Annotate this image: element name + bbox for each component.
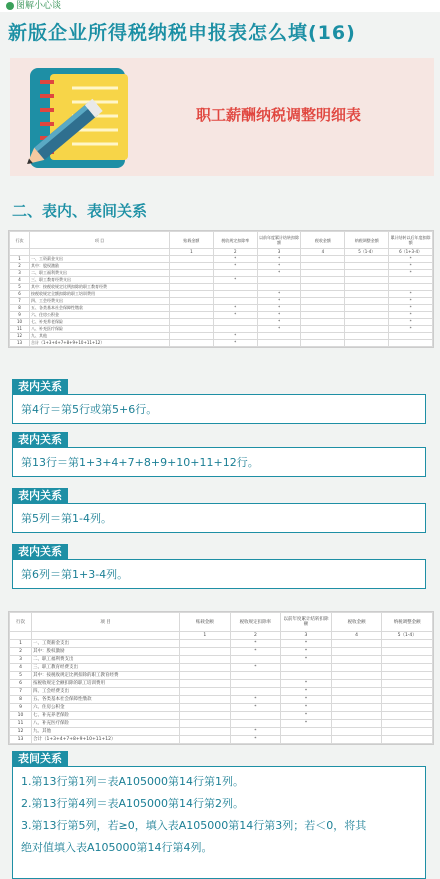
table-cell: 12 [10, 333, 30, 340]
table-cell [382, 648, 433, 656]
table-index-row [10, 249, 433, 256]
table-cell [301, 270, 345, 277]
header-cell: 账载金额 [180, 613, 231, 632]
table-cell: 三、职工教育经费支出 [30, 277, 170, 284]
column-index-cell: 1 [170, 249, 214, 256]
table-cell [301, 256, 345, 263]
table-cell: * [230, 648, 281, 656]
relation-box-2 [12, 447, 426, 477]
table-cell: * [389, 263, 433, 270]
table-cell [170, 284, 214, 291]
table-cell [345, 319, 389, 326]
table-cell [331, 704, 382, 712]
table-cell [382, 720, 433, 728]
table-cell [345, 312, 389, 319]
table-cell [331, 720, 382, 728]
table-cell [213, 298, 257, 305]
table-cell [170, 326, 214, 333]
table-row [10, 664, 433, 672]
top-bar [0, 0, 440, 12]
table-cell [230, 712, 281, 720]
table-cell [180, 640, 231, 648]
table-cell [257, 340, 301, 347]
table-cell: * [281, 640, 332, 648]
table-cell [230, 720, 281, 728]
table-cell [382, 712, 433, 720]
header-cell: 行次 [10, 613, 32, 632]
table-cell [170, 340, 214, 347]
table-cell: 2 [10, 263, 30, 270]
notebook-pencil-icon [10, 58, 150, 176]
table-cell: * [281, 696, 332, 704]
table-cell [345, 298, 389, 305]
column-index-cell: 2 [213, 249, 257, 256]
table-cell [180, 704, 231, 712]
table-cell: * [257, 263, 301, 270]
table-cell: * [257, 291, 301, 298]
relation-tag-3: 表内关系 [12, 488, 68, 503]
table-row [10, 640, 433, 648]
table-cell [213, 319, 257, 326]
table-cell: * [230, 640, 281, 648]
table-cell: * [213, 333, 257, 340]
table-cell: 6 [10, 291, 30, 298]
table-cell: 八、补充医疗保险 [30, 326, 170, 333]
table-row [10, 305, 433, 312]
table-cell: * [281, 648, 332, 656]
column-index-cell [32, 632, 180, 640]
table-cell [345, 333, 389, 340]
table-cell [331, 680, 382, 688]
table-cell: * [281, 712, 332, 720]
table-cell [180, 712, 231, 720]
table-cell: 10 [10, 712, 32, 720]
table-cell: * [213, 263, 257, 270]
relation-text-4: 第6列＝第1+3-4列。 [21, 568, 129, 581]
table-cell: 九、其他 [30, 333, 170, 340]
table-row [10, 333, 433, 340]
table-cell [389, 340, 433, 347]
table-cell: 其中：股权激励 [32, 648, 180, 656]
table-cell: * [389, 298, 433, 305]
table-cell [170, 291, 214, 298]
table-cell [382, 704, 433, 712]
table-cell: * [213, 305, 257, 312]
table-cell: * [230, 696, 281, 704]
table-cell [301, 333, 345, 340]
table-cell [345, 277, 389, 284]
table-cell [213, 291, 257, 298]
inter-relation-line-4: 绝对值填入表A105000第14行第4列。 [21, 841, 213, 854]
table-cell: 6 [10, 680, 32, 688]
table-cell: * [257, 305, 301, 312]
table-cell [301, 291, 345, 298]
table-cell [213, 284, 257, 291]
table-cell [345, 291, 389, 298]
table-cell: * [257, 270, 301, 277]
table-row [10, 704, 433, 712]
table-cell [230, 672, 281, 680]
table-cell: * [389, 256, 433, 263]
table-cell [389, 284, 433, 291]
table-cell: * [213, 312, 257, 319]
table-cell: 1 [10, 640, 32, 648]
table-cell [382, 672, 433, 680]
table-row [10, 340, 433, 347]
logo-text: 图解小心谈 [16, 1, 62, 11]
table-cell [301, 263, 345, 270]
table-cell: * [230, 664, 281, 672]
table-cell [170, 270, 214, 277]
column-index-cell: 4 [301, 249, 345, 256]
relation-box-3 [12, 503, 426, 533]
table-cell [230, 656, 281, 664]
table-cell: 九、其他 [32, 728, 180, 736]
table-1 [8, 230, 434, 348]
table-cell: 合计（1+3+4+7+8+9+10+11+12） [30, 340, 170, 347]
table-row [10, 696, 433, 704]
table-cell: * [389, 319, 433, 326]
table-cell: 二、职工福利费支出 [30, 270, 170, 277]
page-title: 新版企业所得税纳税申报表怎么填(16) [8, 22, 356, 44]
table-cell: 2 [10, 648, 32, 656]
table-cell: * [213, 256, 257, 263]
table-cell [170, 277, 214, 284]
table-cell [331, 712, 382, 720]
relation-tag-1: 表内关系 [12, 379, 68, 394]
header-cell: 以前年度累计结转扣除额 [257, 232, 301, 249]
header-cell: 累计结转以后年度扣除额 [389, 232, 433, 249]
column-index-cell [30, 249, 170, 256]
table-cell: 3 [10, 656, 32, 664]
header-cell: 税收规定扣除率 [230, 613, 281, 632]
table-cell [389, 333, 433, 340]
table-cell: 七、补充养老保险 [30, 319, 170, 326]
table-2 [8, 611, 434, 745]
table-cell: * [389, 270, 433, 277]
table-cell: 五、各类基本社会保障性缴款 [32, 696, 180, 704]
table-row [10, 319, 433, 326]
table-row [10, 263, 433, 270]
header-cell: 税收规定扣除率 [213, 232, 257, 249]
table-cell [170, 256, 214, 263]
site-logo [6, 0, 61, 11]
table-cell: 1 [10, 256, 30, 263]
table-cell [180, 736, 231, 744]
column-index-cell: 2 [230, 632, 281, 640]
table-cell: 合计（1+3+4+7+8+9+10+11+12） [32, 736, 180, 744]
table-cell [382, 656, 433, 664]
table-row [10, 736, 433, 744]
table-cell [230, 688, 281, 696]
header-cell: 项 目 [30, 232, 170, 249]
table-cell: 11 [10, 326, 30, 333]
table-cell [301, 277, 345, 284]
table-cell [180, 672, 231, 680]
table-cell [180, 728, 231, 736]
table-row [10, 326, 433, 333]
table-row [10, 720, 433, 728]
table-cell: 一、工资薪金支出 [32, 640, 180, 648]
column-index-cell: 5（1-4） [382, 632, 433, 640]
table-cell: * [257, 326, 301, 333]
table-cell: * [389, 305, 433, 312]
table-cell: 五、各类基本社会保障性缴款 [30, 305, 170, 312]
table-row [10, 680, 433, 688]
table-row [10, 728, 433, 736]
inter-relation-line-2: 2.第13行第4列＝表A105000第14行第2列。 [21, 797, 245, 810]
header-cell: 纳税调整金额 [345, 232, 389, 249]
table-cell: 四、工会经费支出 [30, 298, 170, 305]
table-cell [382, 728, 433, 736]
table-cell [230, 680, 281, 688]
table-cell [180, 656, 231, 664]
table-cell: 其中：股权激励 [30, 263, 170, 270]
table-cell [345, 263, 389, 270]
relation-tag-4: 表内关系 [12, 544, 68, 559]
relation-tag-2: 表内关系 [12, 432, 68, 447]
table-cell: 七、补充养老保险 [32, 712, 180, 720]
table-cell: 5 [10, 284, 30, 291]
table-cell [170, 319, 214, 326]
table-header-row [10, 613, 433, 632]
table-cell [170, 312, 214, 319]
table-cell [281, 728, 332, 736]
table-cell [331, 648, 382, 656]
inter-relation-box [12, 766, 426, 879]
column-index-cell [10, 249, 30, 256]
table-cell [301, 319, 345, 326]
table-cell [382, 696, 433, 704]
table-cell [301, 312, 345, 319]
table-cell: 二、职工福利费支出 [32, 656, 180, 664]
table-cell: * [389, 326, 433, 333]
relation-text-1: 第4行＝第5行或第5+6行。 [21, 403, 158, 416]
table-cell [257, 277, 301, 284]
table-cell [281, 672, 332, 680]
column-index-cell: 5（1-4） [345, 249, 389, 256]
table-cell: 一、工资薪金支出 [30, 256, 170, 263]
table-cell [382, 640, 433, 648]
table-cell: 13 [10, 340, 30, 347]
table-cell: * [281, 656, 332, 664]
table-row [10, 656, 433, 664]
table-cell [345, 340, 389, 347]
table-row [10, 298, 433, 305]
relation-box-1 [12, 394, 426, 424]
table-header-row [10, 232, 433, 249]
table-cell: * [257, 312, 301, 319]
table-cell [213, 270, 257, 277]
table-cell [382, 680, 433, 688]
table-cell: 4 [10, 664, 32, 672]
table-cell: * [281, 720, 332, 728]
table-cell: 9 [10, 704, 32, 712]
relation-text-3: 第5列＝第1-4列。 [21, 512, 112, 525]
table-cell: * [213, 340, 257, 347]
table-cell [180, 696, 231, 704]
table-cell: 7 [10, 298, 30, 305]
table-cell: 三、职工教育经费支出 [32, 664, 180, 672]
table-index-row [10, 632, 433, 640]
table-cell [257, 284, 301, 291]
table-cell: * [281, 688, 332, 696]
table-cell: 9 [10, 312, 30, 319]
table-cell: 4 [10, 277, 30, 284]
table-cell: 按税收规定全额扣除的职工培训费用 [30, 291, 170, 298]
header-cell: 纳税调整金额 [382, 613, 433, 632]
table-cell: 四、工会经费支出 [32, 688, 180, 696]
table-cell [301, 298, 345, 305]
table-cell [213, 326, 257, 333]
inter-relation-line-1: 1.第13行第1列＝表A105000第14行第1列。 [21, 775, 245, 788]
table-cell [382, 688, 433, 696]
table-row [10, 648, 433, 656]
table-cell: * [257, 256, 301, 263]
table-cell: * [389, 312, 433, 319]
table-row [10, 291, 433, 298]
table-cell: 7 [10, 688, 32, 696]
column-index-cell: 1 [180, 632, 231, 640]
inter-relation-line-3: 3.第13行第5列，若≥0，填入表A105000第14行第3列；若＜0，将其 [21, 819, 367, 832]
table-cell: 10 [10, 319, 30, 326]
table-row [10, 672, 433, 680]
header-cell: 税收金额 [331, 613, 382, 632]
table-cell: * [257, 298, 301, 305]
table-cell: * [213, 277, 257, 284]
table-cell [345, 305, 389, 312]
table-cell: * [230, 704, 281, 712]
column-index-cell: 6（1+3-4） [389, 249, 433, 256]
table-cell [301, 340, 345, 347]
table-cell: 13 [10, 736, 32, 744]
table-row [10, 256, 433, 263]
table-cell: 12 [10, 728, 32, 736]
header-cell: 行次 [10, 232, 30, 249]
table-cell [345, 256, 389, 263]
table-cell [331, 696, 382, 704]
table-cell [345, 284, 389, 291]
table-cell [257, 333, 301, 340]
table-cell: * [230, 728, 281, 736]
table-row [10, 277, 433, 284]
table-row [10, 688, 433, 696]
table-cell [301, 284, 345, 291]
table-cell [180, 688, 231, 696]
table-cell [331, 656, 382, 664]
table-cell [281, 664, 332, 672]
table-cell [180, 648, 231, 656]
table-cell: 六、住房公积金 [30, 312, 170, 319]
table-cell [301, 305, 345, 312]
table-cell [382, 664, 433, 672]
logo-icon [6, 2, 14, 10]
table-row [10, 712, 433, 720]
header-cell: 账载金额 [170, 232, 214, 249]
column-index-cell [10, 632, 32, 640]
column-index-cell: 4 [331, 632, 382, 640]
relation-text-2: 第13行＝第1+3+4+7+8+9+10+11+12行。 [21, 456, 259, 469]
table-cell [180, 680, 231, 688]
table-cell: 3 [10, 270, 30, 277]
table-cell: 5 [10, 672, 32, 680]
table-cell [389, 277, 433, 284]
table-cell [281, 736, 332, 744]
table-cell: 按税收规定全额扣除的职工培训费用 [32, 680, 180, 688]
table-cell: 六、住房公积金 [32, 704, 180, 712]
table-cell: * [257, 319, 301, 326]
table-cell [382, 736, 433, 744]
table-cell [170, 333, 214, 340]
table-cell [331, 664, 382, 672]
table-cell [170, 298, 214, 305]
relation-box-4 [12, 559, 426, 589]
column-index-cell: 3 [281, 632, 332, 640]
table-cell: * [389, 291, 433, 298]
table-cell: 8 [10, 696, 32, 704]
table-cell [331, 736, 382, 744]
table-row [10, 312, 433, 319]
table-cell [180, 720, 231, 728]
header-cell: 税收金额 [301, 232, 345, 249]
header-cell: 项 目 [32, 613, 180, 632]
section-title: 二、表内、表间关系 [12, 202, 148, 220]
table-cell: * [230, 736, 281, 744]
table-row [10, 270, 433, 277]
table-cell [331, 640, 382, 648]
table-cell: 8 [10, 305, 30, 312]
table-cell [331, 672, 382, 680]
banner-subtitle: 职工薪酬纳税调整明细表 [196, 106, 362, 124]
table-cell: * [281, 704, 332, 712]
table-cell: 11 [10, 720, 32, 728]
table-cell [301, 326, 345, 333]
table-cell [180, 664, 231, 672]
table-cell [345, 270, 389, 277]
table-row [10, 284, 433, 291]
column-index-cell: 3 [257, 249, 301, 256]
header-cell: 以前年度累计结转扣除额 [281, 613, 332, 632]
table-cell [170, 305, 214, 312]
table-cell [331, 688, 382, 696]
table-cell [345, 326, 389, 333]
table-cell: 其中：按税收规定比例扣除的职工教育经费 [30, 284, 170, 291]
table-cell [170, 263, 214, 270]
table-cell: 其中：按税收规定比例扣除的职工教育经费 [32, 672, 180, 680]
table-cell: 八、补充医疗保险 [32, 720, 180, 728]
inter-relation-tag: 表间关系 [12, 751, 68, 766]
table-cell [331, 728, 382, 736]
table-cell: * [281, 680, 332, 688]
